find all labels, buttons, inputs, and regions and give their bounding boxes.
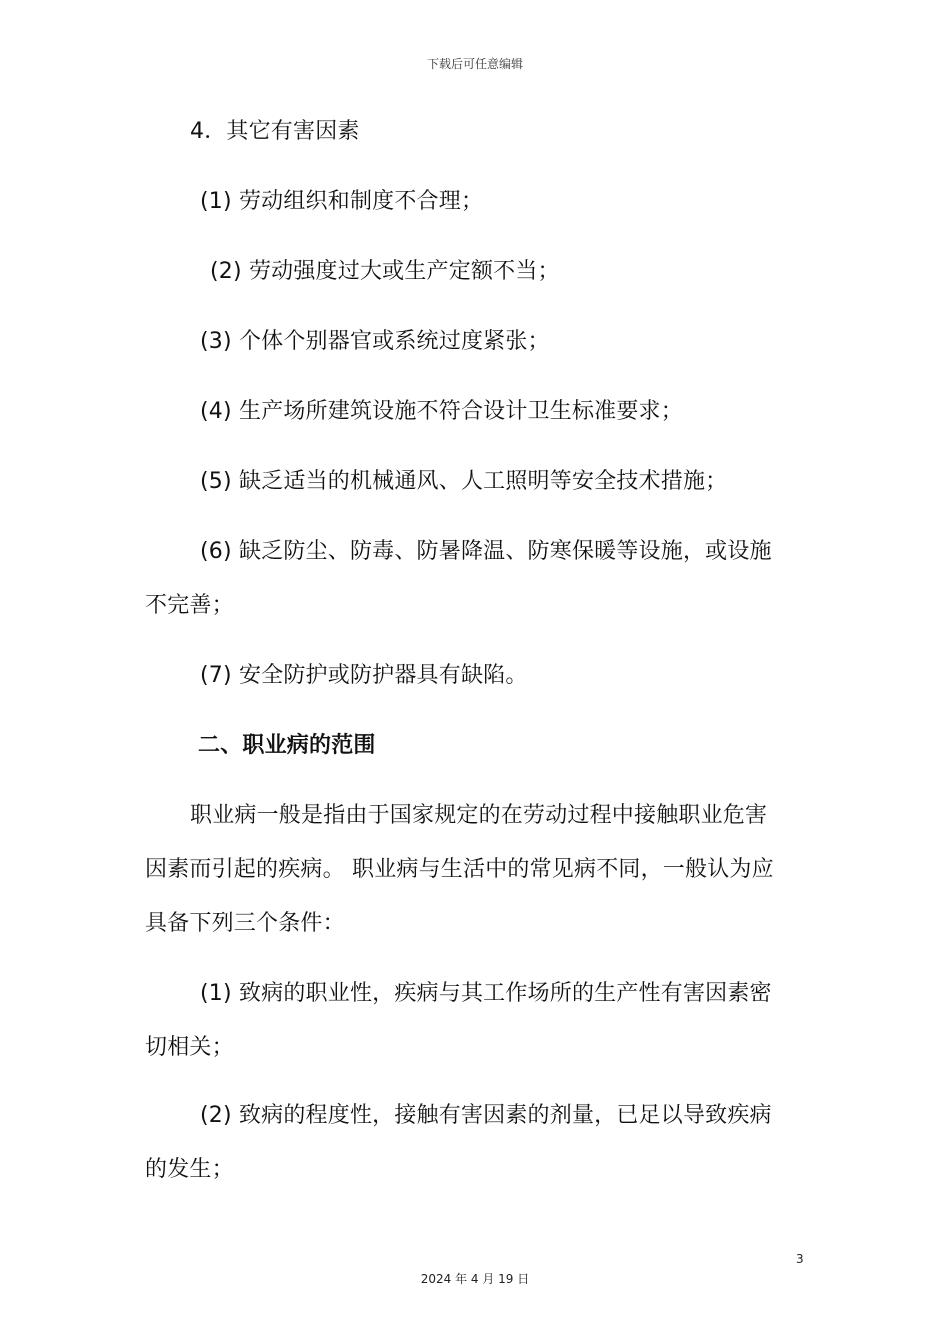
list-item: (6) 缺乏防尘、防毒、防暑降温、防寒保暖等设施，或设施 [200,539,772,564]
list-item: (2) 致病的程度性，接触有害因素的剂量，已足以导致疾病 [200,1103,772,1128]
page-header: 下载后可任意编辑 [426,57,523,71]
list-item: (1) 劳动组织和制度不合理； [200,189,484,214]
page-number: 3 [796,1252,804,1266]
list-item: (7) 安全防护或防护器具有缺陷。 [200,663,528,688]
paragraph-line: 因素而引起的疾病。 职业病与生活中的常见病不同，一般认为应 [145,857,774,882]
section-heading-other-hazards: 4．其它有害因素 [190,119,360,144]
list-item-continuation: 切相关； [145,1035,234,1060]
list-item-continuation: 的发生； [145,1157,234,1182]
list-item: (5) 缺乏适当的机械通风、人工照明等安全技术措施； [200,469,728,494]
paragraph-line: 职业病一般是指由于国家规定的在劳动过程中接触职业危害 [190,803,768,828]
footer-date: 2024 年 4 月 19 日 [420,1272,530,1286]
list-item-continuation: 不完善； [145,593,234,618]
list-item: (2) 劳动强度过大或生产定额不当； [210,259,560,284]
list-item: (1) 致病的职业性，疾病与其工作场所的生产性有害因素密 [200,981,772,1006]
list-item: (3) 个体个别器官或系统过度紧张； [200,329,550,354]
list-item: (4) 生产场所建筑设施不符合设计卫生标准要求； [200,399,683,424]
section-heading-occupational-disease-scope: 二、职业病的范围 [198,733,376,758]
paragraph-line: 具备下列三个条件： [145,911,345,936]
